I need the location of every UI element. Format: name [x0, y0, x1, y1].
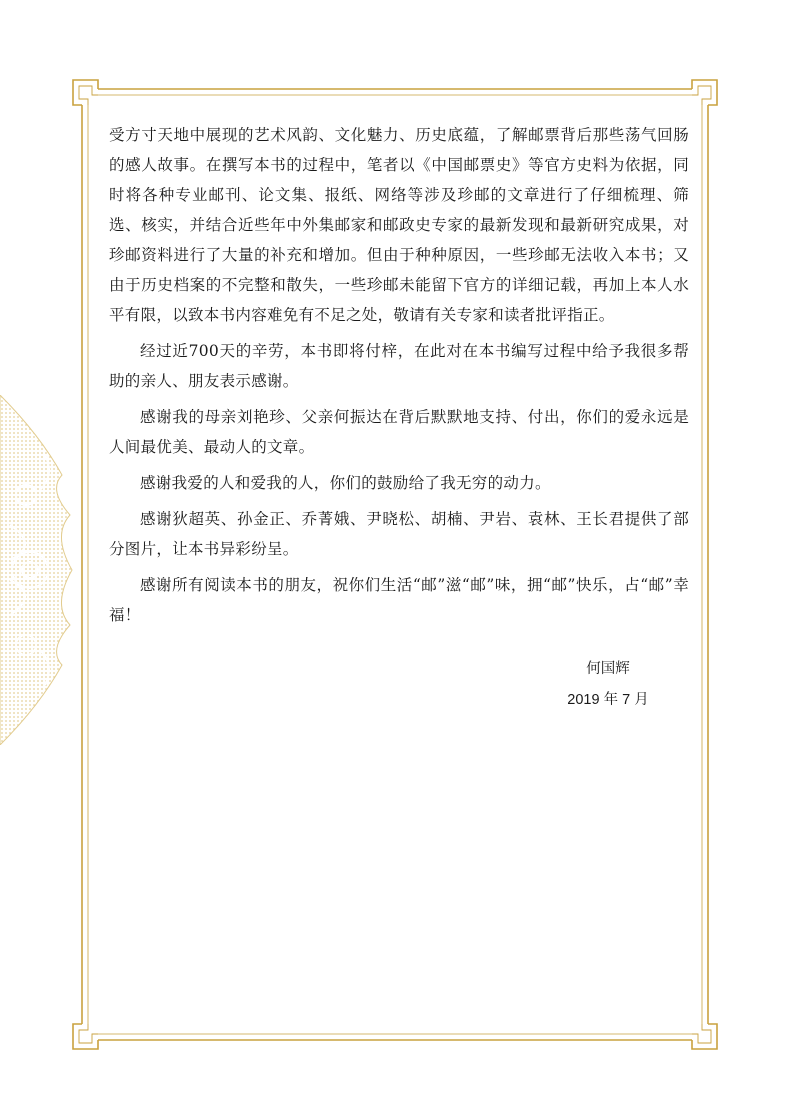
- paragraph-thanks-loved-ones: 感谢我爱的人和爱我的人，你们的鼓励给了我无穷的动力。: [140, 474, 551, 492]
- signature-author: 何国辉: [586, 661, 630, 677]
- lace-ornament: [0, 395, 80, 745]
- paragraph-thanks-readers: 感谢所有阅读本书的朋友，祝你们生活“邮”滋“邮”味，拥“邮”快乐，占“邮”幸福！: [109, 576, 689, 624]
- signature-date: 2019 年 7 月: [567, 692, 649, 708]
- paragraph-thanks-intro: 经过近700天的辛劳，本书即将付梓，在此对在本书编写过程中给予我很多帮助的亲人、朋友表示感谢。: [109, 342, 689, 390]
- paragraph-research: 受方寸天地中展现的艺术风韵、文化魅力、历史底蕴，了解邮票背后那些荡气回肠的感人故事。在撰写本书的过程中，笔者以《中国邮票史》等官方史料为依据，同时将各种专业邮刊、论文集、报纸、网络等涉及珍邮的文章进行了仔细梳理、筛选、核实，并结合近些年中外集邮家和邮政史专家的最新发现和最新研究成果，对珍邮资料进行了大量的补充和增加。但由于种种原因，一些珍邮无法收入本书；又由于历史档案的不完整和散失，一些珍邮未能留下官方的详细记载，再加上本人水平有限，以致本书内容难免有不足之处，敬请有关专家和读者批评指正。: [109, 126, 689, 324]
- paragraph-thanks-parents: 感谢我的母亲刘艳珍、父亲何振达在背后默默地支持、付出，你们的爱永远是人间最优美、最动人的文章。: [109, 408, 689, 456]
- preface-text: [109, 120, 689, 636]
- paragraph-thanks-photo-contributors: 感谢狄超英、孙金正、乔菁娥、尹晓松、胡楠、尹岩、袁林、王长君提供了部分图片，让本书异彩纷呈。: [109, 510, 689, 558]
